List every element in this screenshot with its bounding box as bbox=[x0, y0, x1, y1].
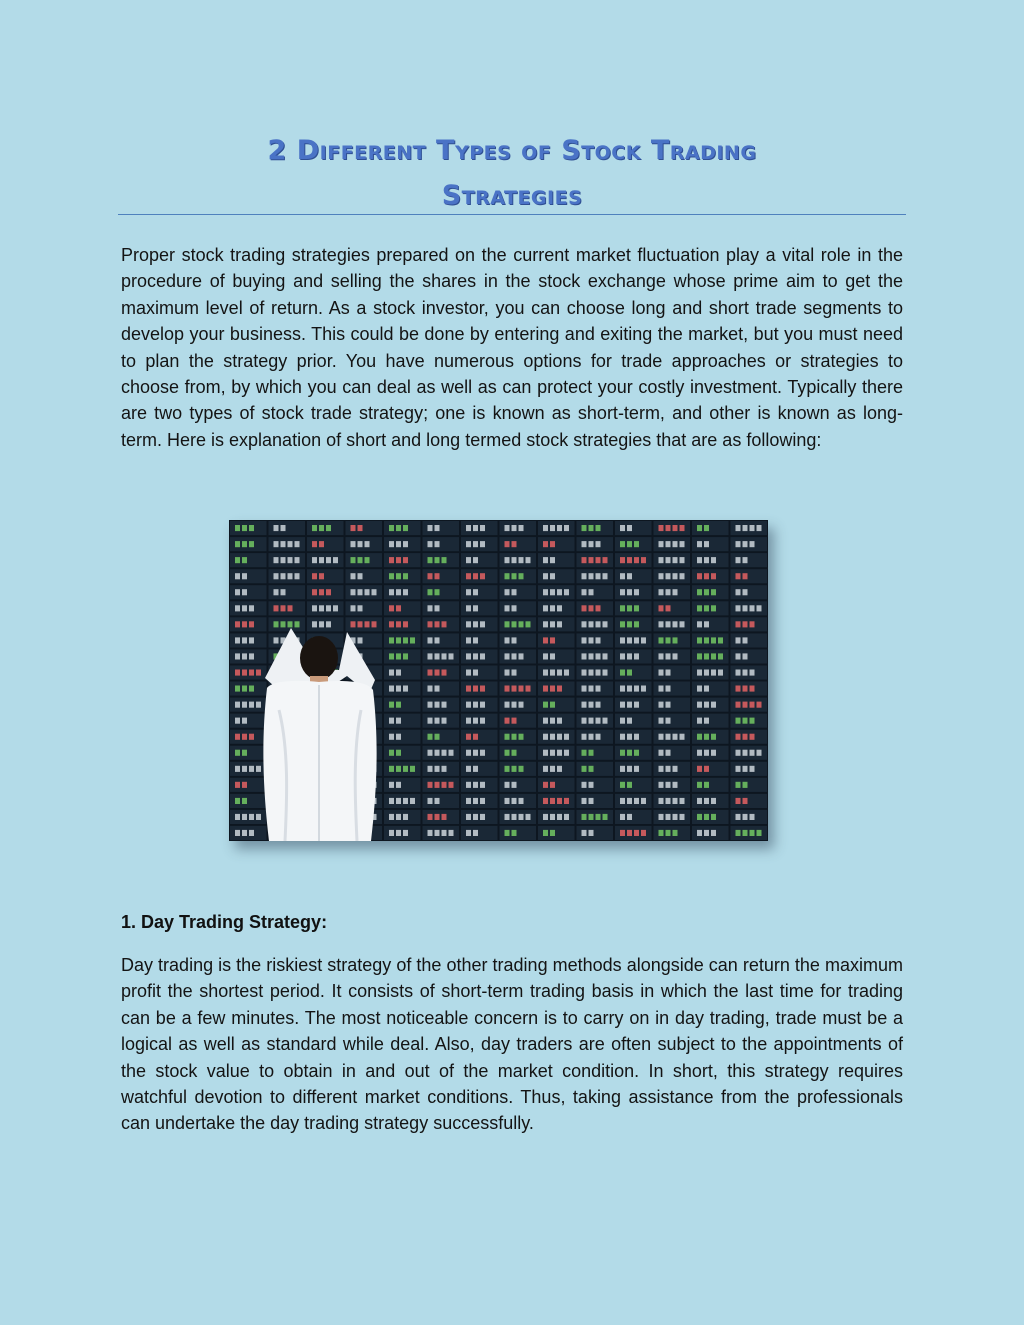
trader-figure bbox=[263, 628, 376, 841]
page-title-line-2: Strategies bbox=[441, 180, 583, 211]
page-title-line-1: 2 Different Types of Stock Trading bbox=[267, 135, 757, 166]
stock-board-photo bbox=[229, 520, 768, 841]
title-divider bbox=[118, 214, 906, 215]
stock-board-photo-icon bbox=[229, 520, 768, 841]
day-trading-paragraph: Day trading is the riskiest strategy of the other trading methods alongside can return the maximum profit the shortest period. It consists of short-term trading basis in which the last time for trading can be a few minutes. The most noticeable concern is to carry on in day trading, trade must be a logical as well as standard while deal. Also, day traders are often subject to the appointments of the stock value to obtain in and out of the market condition. In short, this strategy requires watchful devotion to different market conditions. Thus, taking assistance from the professionals can undertake the day trading strategy successfully. bbox=[121, 955, 903, 1134]
intro-paragraph: Proper stock trading strategies prepared on the current market fluctuation play a vital role in the procedure of buying and selling the shares in the stock exchange whose prime aim to get the maximum level of return. As a stock investor, you can choose long and short trade segments to develop your business. This could be done by entering and exiting the market, but you must need to plan the strategy prior. You have numerous options for trade approaches or strategies to choose from, by which you can deal as well as can protect your costly investment. Typically there are two types of stock trade strategy; one is known as short-term, and other is known as long-term. Here is explanation of short and long termed stock strategies that are as following: bbox=[121, 245, 903, 450]
section-heading-day-trading: 1. Day Trading Strategy: bbox=[121, 912, 328, 932]
page-title bbox=[120, 128, 904, 218]
